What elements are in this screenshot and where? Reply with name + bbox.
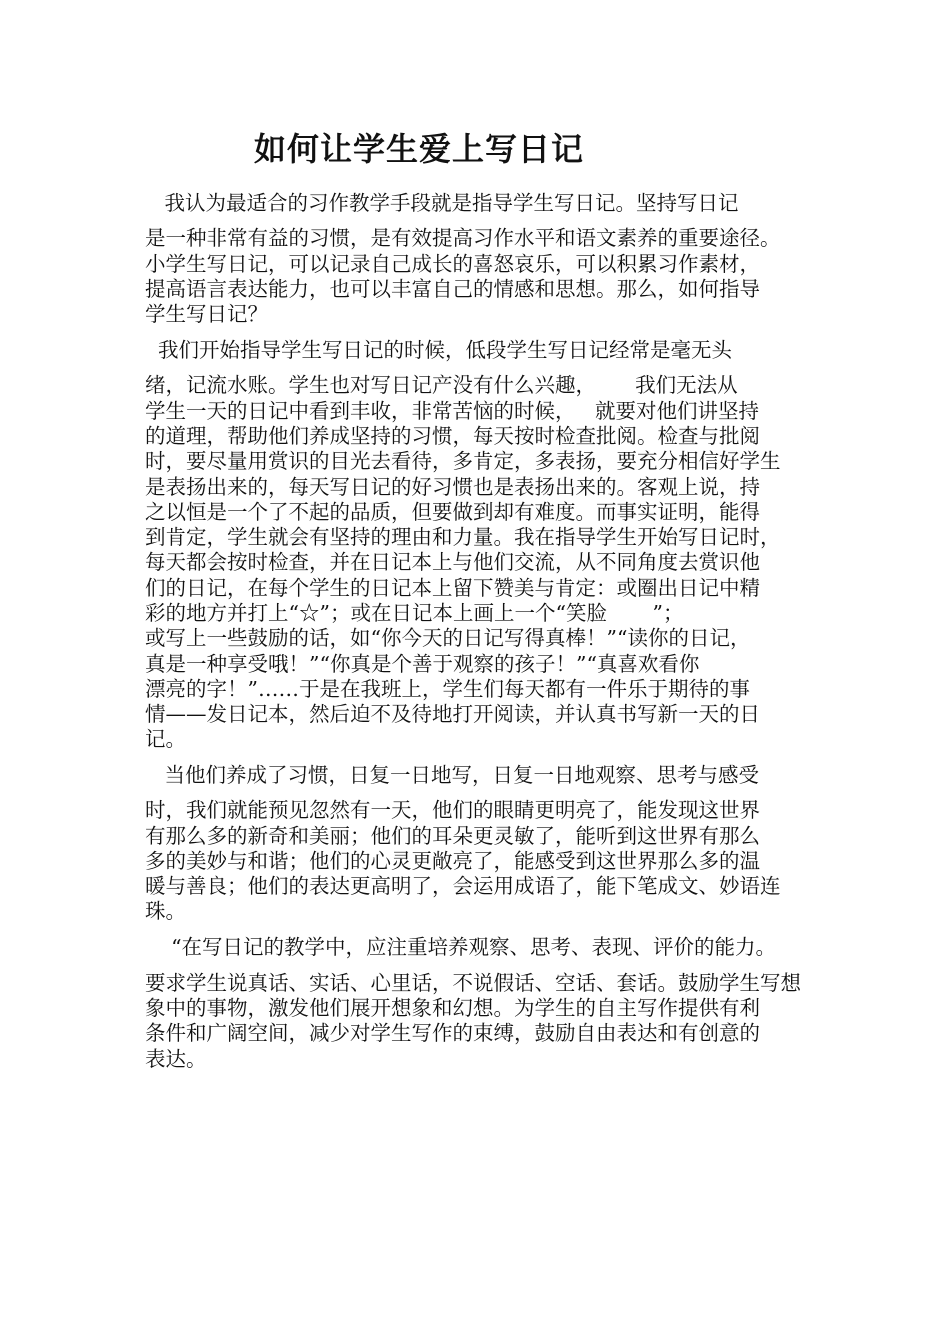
paragraph-2-line-11: 彩的地方并打上“☆”；或在日记本上画上一个“笑脸 ”； (145, 601, 684, 625)
paragraph-2-line-4: 的道理，帮助他们养成坚持的习惯，每天按时检查批阅。检查与批阅 (145, 424, 760, 448)
paragraph-2-line-16: 记。 (145, 727, 186, 751)
paragraph-2-line-3: 学生一天的日记中看到丰收，非常苦恼的时候， 就要对他们讲坚持 (145, 399, 760, 423)
paragraph-3-line-1: 当他们养成了习惯，日复一日地写，日复一日地观察、思考与感受 (145, 763, 760, 787)
paragraph-4-line-5: 表达。 (145, 1047, 207, 1071)
paragraph-1-line-3: 小学生写日记，可以记录自己成长的喜怒哀乐，可以积累习作素材， (145, 252, 760, 276)
paragraph-3-line-3: 有那么多的新奇和美丽；他们的耳朵更灵敏了，能听到这世界有那么 (145, 824, 760, 848)
paragraph-4-line-4: 条件和广阔空间，减少对学生写作的束缚，鼓励自由表达和有创意的 (145, 1021, 760, 1045)
paragraph-2-line-8: 到肯定，学生就会有坚持的理由和力量。我在指导学生开始写日记时， (145, 525, 781, 549)
paragraph-2-line-10: 们的日记，在每个学生的日记本上留下赞美与肯定：或圈出日记中精 (145, 576, 760, 600)
paragraph-2-line-14: 漂亮的字！”……于是在我班上，学生们每天都有一件乐于期待的事 (145, 677, 750, 701)
paragraph-2-line-7: 之以恒是一个了不起的品质，但要做到却有难度。而事实证明，能得 (145, 500, 760, 524)
paragraph-1-line-4: 提高语言表达能力，也可以丰富自己的情感和思想。那么，如何指导 (145, 277, 760, 301)
paragraph-3-line-4: 多的美妙与和谐；他们的心灵更敞亮了，能感受到这世界那么多的温 (145, 849, 760, 873)
paragraph-2-line-1: 我们开始指导学生写日记的时候，低段学生写日记经常是毫无头 (145, 338, 733, 362)
paragraph-3-line-5: 暖与善良；他们的表达更高明了，会运用成语了，能下笔成文、妙语连 (145, 874, 781, 898)
paragraph-2-line-12: 或写上一些鼓励的话，如“你今天的日记写得真棒！”“读你的日记， (145, 626, 751, 650)
paragraph-2-line-9: 每天都会按时检查，并在日记本上与他们交流，从不同角度去赏识他 (145, 550, 760, 574)
paragraph-1-line-2: 是一种非常有益的习惯，是有效提高习作水平和语文素养的重要途径。 (145, 226, 781, 250)
paragraph-2-line-5: 时，要尽量用赏识的目光去看待，多肯定，多表扬，要充分相信好学生 (145, 449, 781, 473)
paragraph-3-line-2: 时，我们就能预见忽然有一天，他们的眼睛更明亮了，能发现这世界 (145, 798, 760, 822)
paragraph-4-line-3: 象中的事物，激发他们展开想象和幻想。为学生的自主写作提供有利 (145, 996, 760, 1020)
paragraph-2-line-13: 真是一种享受哦！”“你真是个善于观察的孩子！”“真喜欢看你 (145, 652, 700, 676)
paragraph-2-line-6: 是表扬出来的，每天写日记的好习惯也是表扬出来的。客观上说，持 (145, 475, 760, 499)
paragraph-2-line-15: 情——发日记本，然后迫不及待地打开阅读，并认真书写新一天的日 (145, 702, 760, 726)
paragraph-4-line-2: 要求学生说真话、实话、心里话，不说假话、空话、套话。鼓励学生写想 (145, 971, 801, 995)
paragraph-2-line-2: 绪，记流水账。学生也对写日记产没有什么兴趣， 我们无法从 (145, 373, 738, 397)
paragraph-4-line-1: “在写日记的教学中，应注重培养观察、思考、表现、评价的能力。 (145, 935, 777, 959)
paragraph-1-line-5: 学生写日记？ (145, 302, 268, 326)
document-title: 如何让学生爱上写日记 (254, 130, 585, 168)
paragraph-1-line-1: 我认为最适合的习作教学手段就是指导学生写日记。坚持写日记 (145, 191, 739, 215)
paragraph-3-line-6: 珠。 (145, 899, 186, 923)
